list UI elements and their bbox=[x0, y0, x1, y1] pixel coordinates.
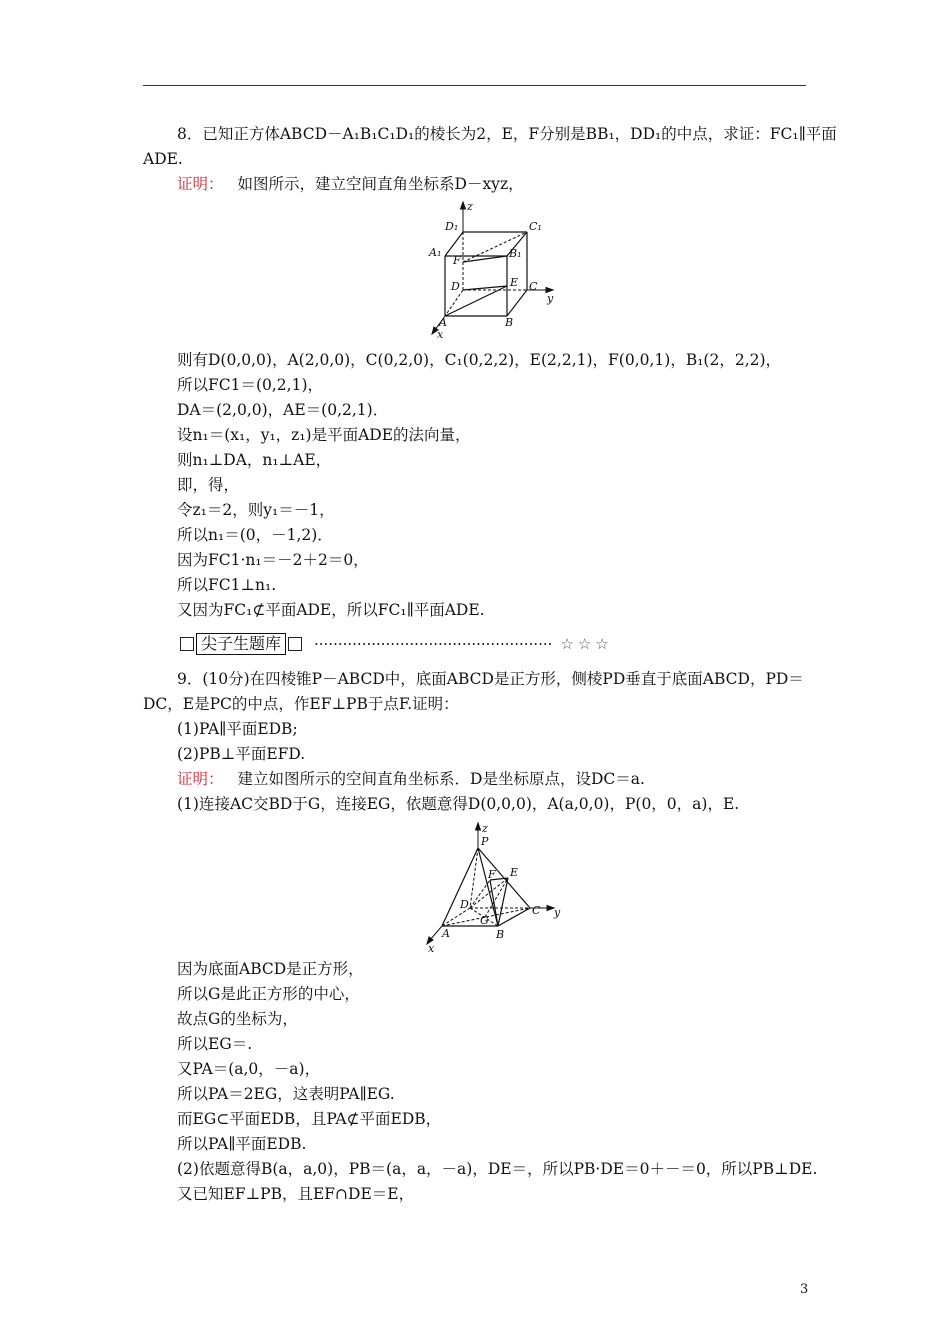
axis-y-label: y bbox=[554, 906, 561, 919]
p8-line-10: 所以FC1⊥n₁. bbox=[177, 576, 277, 594]
problem9-part2: (2)PB⊥平面EFD. bbox=[177, 745, 306, 763]
p9-line-4: 所以EG＝. bbox=[177, 1035, 253, 1053]
section-banner bbox=[178, 633, 613, 655]
label-P: P bbox=[481, 835, 489, 848]
banner-title: 尖子生题库 bbox=[196, 633, 286, 655]
p9-line-5: 又PA＝(a,0，－a)， bbox=[177, 1060, 321, 1078]
difficulty-stars: ☆☆☆ bbox=[560, 635, 613, 653]
label-B1: B₁ bbox=[509, 247, 522, 260]
proof-intro-text: 如图所示，建立空间直角坐标系D－xyz， bbox=[237, 175, 524, 193]
p9-line-6: 所以PA＝2EG，这表明PA∥EG. bbox=[177, 1085, 395, 1103]
problem9-proof-line2: (1)连接AC交BD于G，连接EG，依题意得D(0,0,0)，A(a,0,0)，P(0，0，a)，E. bbox=[177, 795, 740, 813]
axis-x-label: x bbox=[437, 328, 444, 340]
banner-dots: ·················································· bbox=[314, 635, 553, 653]
banner-left-box bbox=[180, 637, 194, 651]
pyramid-figure bbox=[420, 820, 570, 955]
proof-label: 证明： bbox=[177, 175, 224, 193]
p8-line-11: 又因为FC₁⊄平面ADE，所以FC₁∥平面ADE. bbox=[177, 601, 485, 619]
axis-y-label: y bbox=[547, 292, 554, 305]
p9-line-2: 所以G是此正方形的中心， bbox=[177, 985, 360, 1003]
proof-intro-text: 建立如图所示的空间直角坐标系．D是坐标原点，设DC＝a. bbox=[237, 770, 645, 788]
label-C: C bbox=[532, 904, 541, 917]
label-F: F bbox=[488, 868, 496, 881]
p8-line-7: 令z₁＝2，则y₁＝－1， bbox=[177, 501, 335, 519]
axis-z-label: z bbox=[467, 200, 473, 213]
banner-right-box bbox=[288, 637, 302, 651]
p9-line-7: 而EG⊂平面EDB，且PA⊄平面EDB， bbox=[177, 1110, 442, 1128]
p9-line-1: 因为底面ABCD是正方形， bbox=[177, 960, 364, 978]
problem9-statement-line2: DC，E是PC的中点，作EF⊥PB于点F.证明： bbox=[143, 695, 459, 713]
label-D1: D₁ bbox=[445, 220, 459, 233]
label-A: A bbox=[439, 316, 447, 329]
header-rule bbox=[143, 85, 806, 86]
p9-line-3: 故点G的坐标为， bbox=[177, 1010, 298, 1028]
label-B: B bbox=[505, 316, 514, 329]
label-F: F bbox=[453, 254, 461, 267]
label-C: C bbox=[529, 280, 538, 293]
p8-line-1: 则有D(0,0,0)，A(2,0,0)，C(0,2,0)，C₁(0,2,2)，E(2,2,1)，F(0,0,1)，B₁(2，2,2)， bbox=[177, 351, 782, 369]
p8-line-8: 所以n₁＝(0，－1,2)． bbox=[177, 526, 333, 544]
label-E: E bbox=[510, 866, 519, 879]
p8-line-4: 设n₁＝(x₁，y₁，z₁)是平面ADE的法向量， bbox=[177, 426, 471, 444]
problem9-statement-line1: 9．(10分)在四棱锥P－ABCD中，底面ABCD是正方形，侧棱PD垂直于底面ABCD，PD＝ bbox=[177, 670, 804, 688]
label-D: D bbox=[451, 280, 460, 293]
p8-line-5: 则n₁⊥DA，n₁⊥AE， bbox=[177, 451, 332, 469]
label-G: G bbox=[480, 914, 489, 927]
label-A: A bbox=[442, 927, 450, 940]
label-C1: C₁ bbox=[529, 220, 542, 233]
label-B: B bbox=[496, 928, 505, 941]
axis-x-label: x bbox=[428, 942, 435, 955]
problem9-proof-intro bbox=[177, 769, 645, 789]
problem8-statement-line1: 8．已知正方体ABCD－A₁B₁C₁D₁的棱长为2，E，F分别是BB₁，DD₁的中点，求证：FC₁∥平面 bbox=[177, 125, 837, 143]
label-A1: A₁ bbox=[429, 246, 442, 259]
label-D: D bbox=[460, 898, 469, 911]
p8-line-6: 即，得， bbox=[177, 476, 240, 494]
p8-line-9: 因为FC1·n₁＝－2＋2＝0， bbox=[177, 551, 369, 569]
proof-label: 证明： bbox=[177, 770, 224, 788]
p8-line-3: DA＝(2,0,0)，AE＝(0,2,1)． bbox=[177, 401, 389, 419]
p9-line-10: 又已知EF⊥PB，且EF∩DE＝E， bbox=[177, 1185, 415, 1203]
problem8-proof-intro bbox=[177, 174, 524, 194]
axis-z-label: z bbox=[482, 822, 488, 835]
label-E: E bbox=[510, 276, 519, 289]
problem9-part1: (1)PA∥平面EDB; bbox=[177, 720, 298, 738]
page-number: 3 bbox=[800, 1282, 809, 1297]
p9-line-8: 所以PA∥平面EDB. bbox=[177, 1135, 307, 1153]
problem8-statement-line2: ADE. bbox=[143, 150, 183, 168]
p8-line-2: 所以FC1＝(0,2,1)， bbox=[177, 376, 324, 394]
cube-figure bbox=[425, 200, 565, 340]
p9-line-9: (2)依题意得B(a，a,0)，PB＝(a，a，－a)，DE＝，所以PB·DE＝0＋－＝0，所以PB⊥DE. bbox=[177, 1160, 818, 1178]
